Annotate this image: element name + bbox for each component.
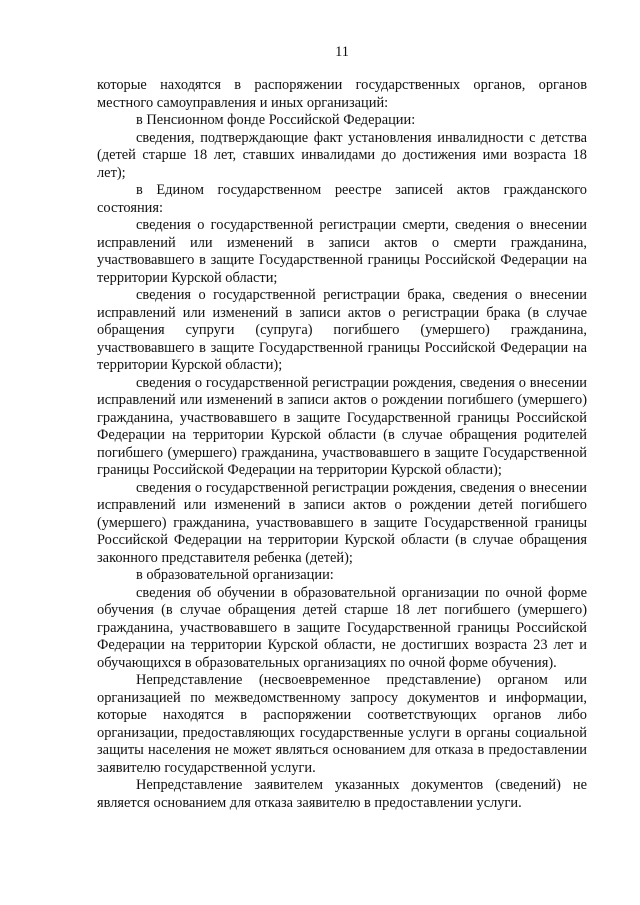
paragraph-marriage-registration: сведения о государственной регистрации брака, сведения о внесении исправлений или изменений в записи актов о регистрации брака (в случае обращения супруги (супруга) погибшего (умершего) гражданина, участвовавшего в защите Государственной границы Российской Федерации на территории Курской области); <box>97 287 587 373</box>
page-number: 11 <box>335 44 349 60</box>
paragraph-birth-registration-deceased: сведения о государственной регистрации рождения, сведения о внесении исправлений или изменений в записи актов о рождении погибшего (умершего) гражданина, участвовавшего в защите Государственной границы Российской Федерации на территории Курской области (в случае обращения родителей погибшего (умершего) гражданина, участвовавшего в защите Государственной границы Российской Федерации на территории Курской области); <box>97 374 587 478</box>
paragraph-birth-registration-children: сведения о государственной регистрации рождения, сведения о внесении исправлений или изменений в записи актов о рождении детей погибшего (умершего) гражданина, участвовавшего в защите Государственной границы Российской Федерации на территории Курской области (в случае обращения законного представителя ребенка (детей); <box>97 479 587 566</box>
document-body <box>97 77 587 812</box>
paragraph-continuation: которые находятся в распоряжении государственных органов, органов местного самоуправления и иных организаций: <box>97 77 587 111</box>
paragraph-education-heading: в образовательной организации: <box>136 567 334 583</box>
paragraph-nonsubmission-applicant: Непредставление заявителем указанных документов (сведений) не является основанием для отказа заявителю в предоставлении услуги. <box>97 777 587 811</box>
paragraph-nonsubmission-agency: Непредставление (несвоевременное представление) органом или организацией по межведомственному запросу документов и информации, которые находятся в распоряжении соответствующих органов либо организации, предоставляющих государственные услуги в органы социальной защиты населения не может являться основанием для отказа в предоставлении заявителю государственной услуги. <box>97 672 587 776</box>
paragraph-civil-registry-heading: в Едином государственном реестре записей актов гражданского состояния: <box>97 182 587 216</box>
paragraph-disability-info: сведения, подтверждающие факт установления инвалидности с детства (детей старше 18 лет, ставших инвалидами до достижения ими возраста 18 лет); <box>97 129 587 181</box>
paragraph-death-registration: сведения о государственной регистрации смерти, сведения о внесении исправлений или изменений в записи актов о смерти гражданина, участвовавшего в защите Государственной границы Российской Федерации на территории Курской области; <box>97 217 587 286</box>
paragraph-education-info: сведения об обучении в образовательной организации по очной форме обучения (в случае обращения детей старше 18 лет погибшего (умершего) гражданина, участвовавшего в защите Государственной границы Российской Федерации на территории Курской области, не достигших возраста 23 лет и обучающихся в образовательных организациях по очной форме обучения). <box>97 584 587 671</box>
paragraph-pension-fund-heading: в Пенсионном фонде Российской Федерации: <box>136 112 416 128</box>
